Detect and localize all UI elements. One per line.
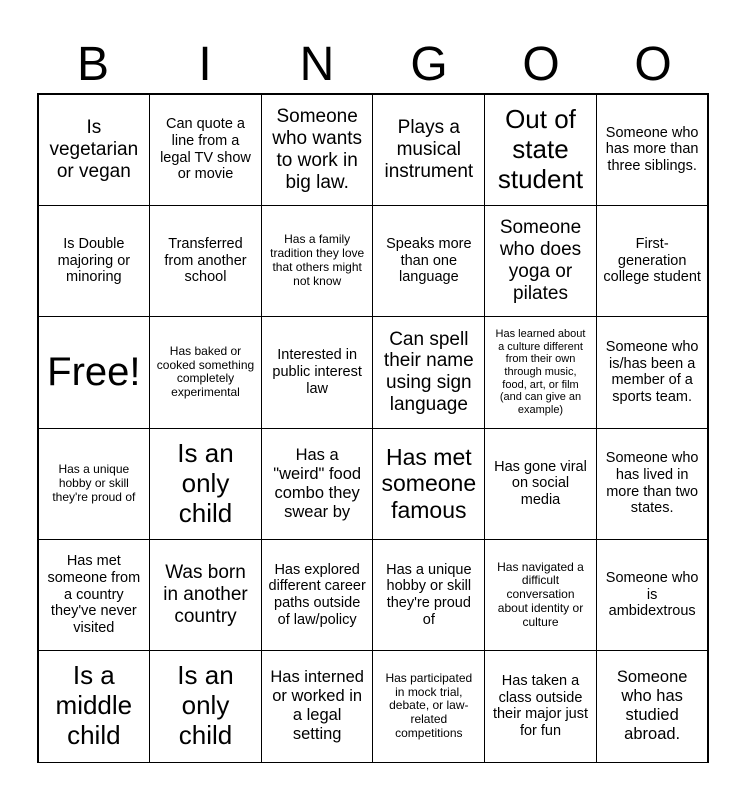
- header-letter-n: N: [299, 38, 335, 91]
- bingo-cell[interactable]: Has a family tradition they love that others might not know: [261, 205, 374, 317]
- bingo-cell[interactable]: Has interned or worked in a legal setting: [261, 650, 374, 762]
- bingo-cell[interactable]: Has met someone famous: [372, 428, 485, 540]
- bingo-cell[interactable]: Was born in another country: [149, 539, 262, 651]
- bingo-cell[interactable]: Has explored different career paths outside of law/policy: [261, 539, 374, 651]
- header-letter-i: I: [198, 38, 212, 91]
- bingo-cell[interactable]: Can spell their name using sign language: [372, 316, 485, 428]
- bingo-cell[interactable]: Interested in public interest law: [261, 316, 374, 428]
- header-letter-b: B: [76, 38, 109, 91]
- bingo-cell[interactable]: Has a "weird" food combo they swear by: [261, 428, 374, 540]
- bingo-cell[interactable]: Is an only child: [149, 650, 262, 762]
- bingo-cell[interactable]: Is Double majoring or minoring: [38, 205, 151, 317]
- bingo-cell[interactable]: Has met someone from a country they've never visited: [38, 539, 151, 651]
- bingo-cell[interactable]: Transferred from another school: [149, 205, 262, 317]
- bingo-cell[interactable]: Can quote a line from a legal TV show or movie: [149, 94, 262, 206]
- header-letter-g: G: [410, 38, 448, 91]
- bingo-cell[interactable]: Has navigated a difficult conversation about identity or culture: [484, 539, 597, 651]
- bingo-board: [37, 93, 709, 763]
- bingo-cell[interactable]: Has gone viral on social media: [484, 428, 597, 540]
- bingo-header: [37, 36, 709, 94]
- bingo-cell[interactable]: Someone who is ambidextrous: [596, 539, 709, 651]
- bingo-cell[interactable]: Has participated in mock trial, debate, or law-related competitions: [372, 650, 485, 762]
- bingo-cell[interactable]: Has baked or cooked something completely experimental: [149, 316, 262, 428]
- bingo-cell[interactable]: First-generation college student: [596, 205, 709, 317]
- bingo-cell[interactable]: Someone who has studied abroad.: [596, 650, 709, 762]
- bingo-cell[interactable]: Someone who is/has been a member of a sports team.: [596, 316, 709, 428]
- bingo-cell[interactable]: Has a unique hobby or skill they're proud of: [38, 428, 151, 540]
- header-letter-o-2: O: [634, 38, 672, 91]
- bingo-cell[interactable]: Speaks more than one language: [372, 205, 485, 317]
- bingo-cell[interactable]: Someone who does yoga or pilates: [484, 205, 597, 317]
- header-letter-o: O: [522, 38, 560, 91]
- bingo-cell[interactable]: Has a unique hobby or skill they're proud of: [372, 539, 485, 651]
- bingo-cell[interactable]: Someone who has lived in more than two states.: [596, 428, 709, 540]
- bingo-cell[interactable]: Someone who wants to work in big law.: [261, 94, 374, 206]
- bingo-cell[interactable]: Is a middle child: [38, 650, 151, 762]
- bingo-cell[interactable]: Out of state student: [484, 94, 597, 206]
- bingo-cell[interactable]: Plays a musical instrument: [372, 94, 485, 206]
- bingo-cell[interactable]: Someone who has more than three siblings.: [596, 94, 709, 206]
- bingo-cell[interactable]: Is an only child: [149, 428, 262, 540]
- bingo-cell[interactable]: Has learned about a culture different from their own through music, food, art, or film (and can give an example): [484, 316, 597, 428]
- bingo-cell[interactable]: Has taken a class outside their major just for fun: [484, 650, 597, 762]
- free-space-cell[interactable]: Free!: [38, 316, 151, 428]
- bingo-cell[interactable]: Is vegetarian or vegan: [38, 94, 151, 206]
